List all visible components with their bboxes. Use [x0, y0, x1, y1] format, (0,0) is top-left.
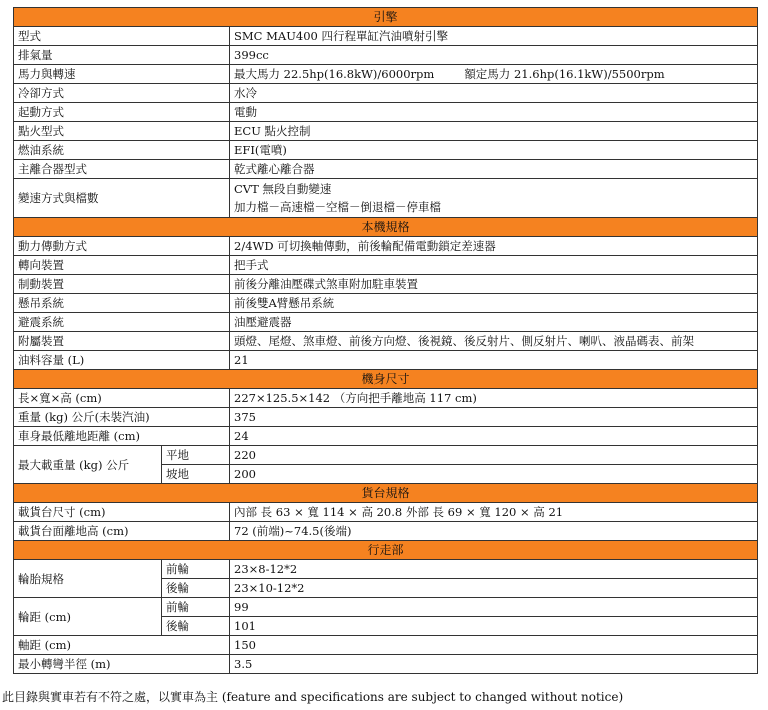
- table-row: [14, 46, 758, 65]
- row-value: 21: [230, 351, 758, 370]
- table-row: [14, 103, 758, 122]
- row-value: [230, 65, 758, 84]
- row-label: 最大載重量 (kg) 公斤: [14, 446, 162, 484]
- transmission-line-2: 加力檔－高速檔－空檔－倒退檔－停車檔: [234, 200, 441, 214]
- row-value: 水冷: [230, 84, 758, 103]
- row-value: ECU 點火控制: [230, 122, 758, 141]
- row-value: 227×125.5×142 （方向把手離地高 117 cm): [230, 389, 758, 408]
- row-value: 2/4WD 可切換軸傳動，前後輪配備電動鎖定差速器: [230, 237, 758, 256]
- row-value: 電動: [230, 103, 758, 122]
- table-row: [14, 65, 758, 84]
- row-value: 399cc: [230, 46, 758, 65]
- row-value: 200: [230, 465, 758, 484]
- row-label: 輪胎規格: [14, 560, 162, 598]
- table-row: [14, 141, 758, 160]
- row-value: EFI(電噴): [230, 141, 758, 160]
- section-cargo-row: [14, 484, 758, 503]
- row-label: 冷卻方式: [14, 84, 230, 103]
- table-row: [14, 598, 758, 617]
- row-value: 把手式: [230, 256, 758, 275]
- row-label: 長×寬×高 (cm): [14, 389, 230, 408]
- row-label: 附屬裝置: [14, 332, 230, 351]
- table-row: [14, 351, 758, 370]
- table-row: [14, 560, 758, 579]
- transmission-line-1: CVT 無段自動變速: [234, 182, 332, 196]
- section-dims-row: [14, 370, 758, 389]
- section-engine-row: [14, 8, 758, 27]
- row-label: 油料容量 (L): [14, 351, 230, 370]
- table-row: [14, 446, 758, 465]
- row-label: 變速方式與檔數: [14, 179, 230, 218]
- disclaimer-note: 此目錄與實車若有不符之處，以實車為主 (feature and specifications are subject to changed without notice): [2, 690, 624, 704]
- row-label: 載貨台尺寸 (cm): [14, 503, 230, 522]
- row-label: 轉向裝置: [14, 256, 230, 275]
- table-row: [14, 503, 758, 522]
- row-value: 內部 長 63 × 寬 114 × 高 20.8 外部 長 69 × 寬 120 × 高 21: [230, 503, 758, 522]
- row-value: 23×10-12*2: [230, 579, 758, 598]
- table-row: [14, 294, 758, 313]
- table-row: [14, 332, 758, 351]
- section-header-cargo: 貨台規格: [14, 484, 758, 503]
- row-value: 油壓避震器: [230, 313, 758, 332]
- row-value: 24: [230, 427, 758, 446]
- row-label: 排氣量: [14, 46, 230, 65]
- max-power: 最大馬力 22.5hp(16.8kW)/6000rpm: [234, 67, 435, 81]
- row-label: 載貨台面離地高 (cm): [14, 522, 230, 541]
- table-row: [14, 655, 758, 674]
- table-row: [14, 84, 758, 103]
- table-row: [14, 256, 758, 275]
- row-label: 車身最低離地距離 (cm): [14, 427, 230, 446]
- section-spec-row: [14, 218, 758, 237]
- section-header-running: 行走部: [14, 541, 758, 560]
- table-row: [14, 389, 758, 408]
- row-label: 懸吊系統: [14, 294, 230, 313]
- sub-label-rear: 後輪: [162, 617, 230, 636]
- table-row: [14, 122, 758, 141]
- table-row: [14, 27, 758, 46]
- rated-power: 額定馬力 21.6hp(16.1kW)/5500rpm: [464, 67, 665, 81]
- row-label: 起動方式: [14, 103, 230, 122]
- row-label: 主離合器型式: [14, 160, 230, 179]
- table-row: [14, 522, 758, 541]
- row-value: 23×8-12*2: [230, 560, 758, 579]
- table-row: [14, 275, 758, 294]
- row-label: 型式: [14, 27, 230, 46]
- sub-label-slope: 坡地: [162, 465, 230, 484]
- row-value: [230, 179, 758, 218]
- sub-label-front: 前輪: [162, 560, 230, 579]
- row-label: 輪距 (cm): [14, 598, 162, 636]
- section-header-spec: 本機規格: [14, 218, 758, 237]
- section-running-row: [14, 541, 758, 560]
- row-label: 重量 (kg) 公斤(未裝汽油): [14, 408, 230, 427]
- table-row: [14, 408, 758, 427]
- row-value: 前後分離油壓碟式煞車附加駐車裝置: [230, 275, 758, 294]
- row-value: 375: [230, 408, 758, 427]
- row-value: 前後雙A臂懸吊系統: [230, 294, 758, 313]
- row-label: 馬力與轉速: [14, 65, 230, 84]
- table-row: [14, 427, 758, 446]
- row-value: 99: [230, 598, 758, 617]
- spec-table: [13, 7, 758, 674]
- row-value: 220: [230, 446, 758, 465]
- table-row: [14, 179, 758, 218]
- row-value: 頭燈、尾燈、煞車燈、前後方向燈、後視鏡、後反射片、側反射片、喇叭、液晶碼表、前架: [230, 332, 758, 351]
- row-label: 最小轉彎半徑 (m): [14, 655, 230, 674]
- table-row: [14, 160, 758, 179]
- row-label: 燃油系統: [14, 141, 230, 160]
- row-value: 150: [230, 636, 758, 655]
- row-value: SMC MAU400 四行程單缸汽油噴射引擎: [230, 27, 758, 46]
- table-row: [14, 636, 758, 655]
- row-value: 3.5: [230, 655, 758, 674]
- row-label: 動力傳動方式: [14, 237, 230, 256]
- row-label: 點火型式: [14, 122, 230, 141]
- row-value: 101: [230, 617, 758, 636]
- row-label: 軸距 (cm): [14, 636, 230, 655]
- table-row: [14, 237, 758, 256]
- section-header-dimensions: 機身尺寸: [14, 370, 758, 389]
- section-header-engine: 引擎: [14, 8, 758, 27]
- row-label: 避震系統: [14, 313, 230, 332]
- row-label: 制動裝置: [14, 275, 230, 294]
- table-row: [14, 313, 758, 332]
- sub-label-flat: 平地: [162, 446, 230, 465]
- sub-label-front: 前輪: [162, 598, 230, 617]
- row-value: 72 (前端)~74.5(後端): [230, 522, 758, 541]
- sub-label-rear: 後輪: [162, 579, 230, 598]
- row-value: 乾式離心離合器: [230, 160, 758, 179]
